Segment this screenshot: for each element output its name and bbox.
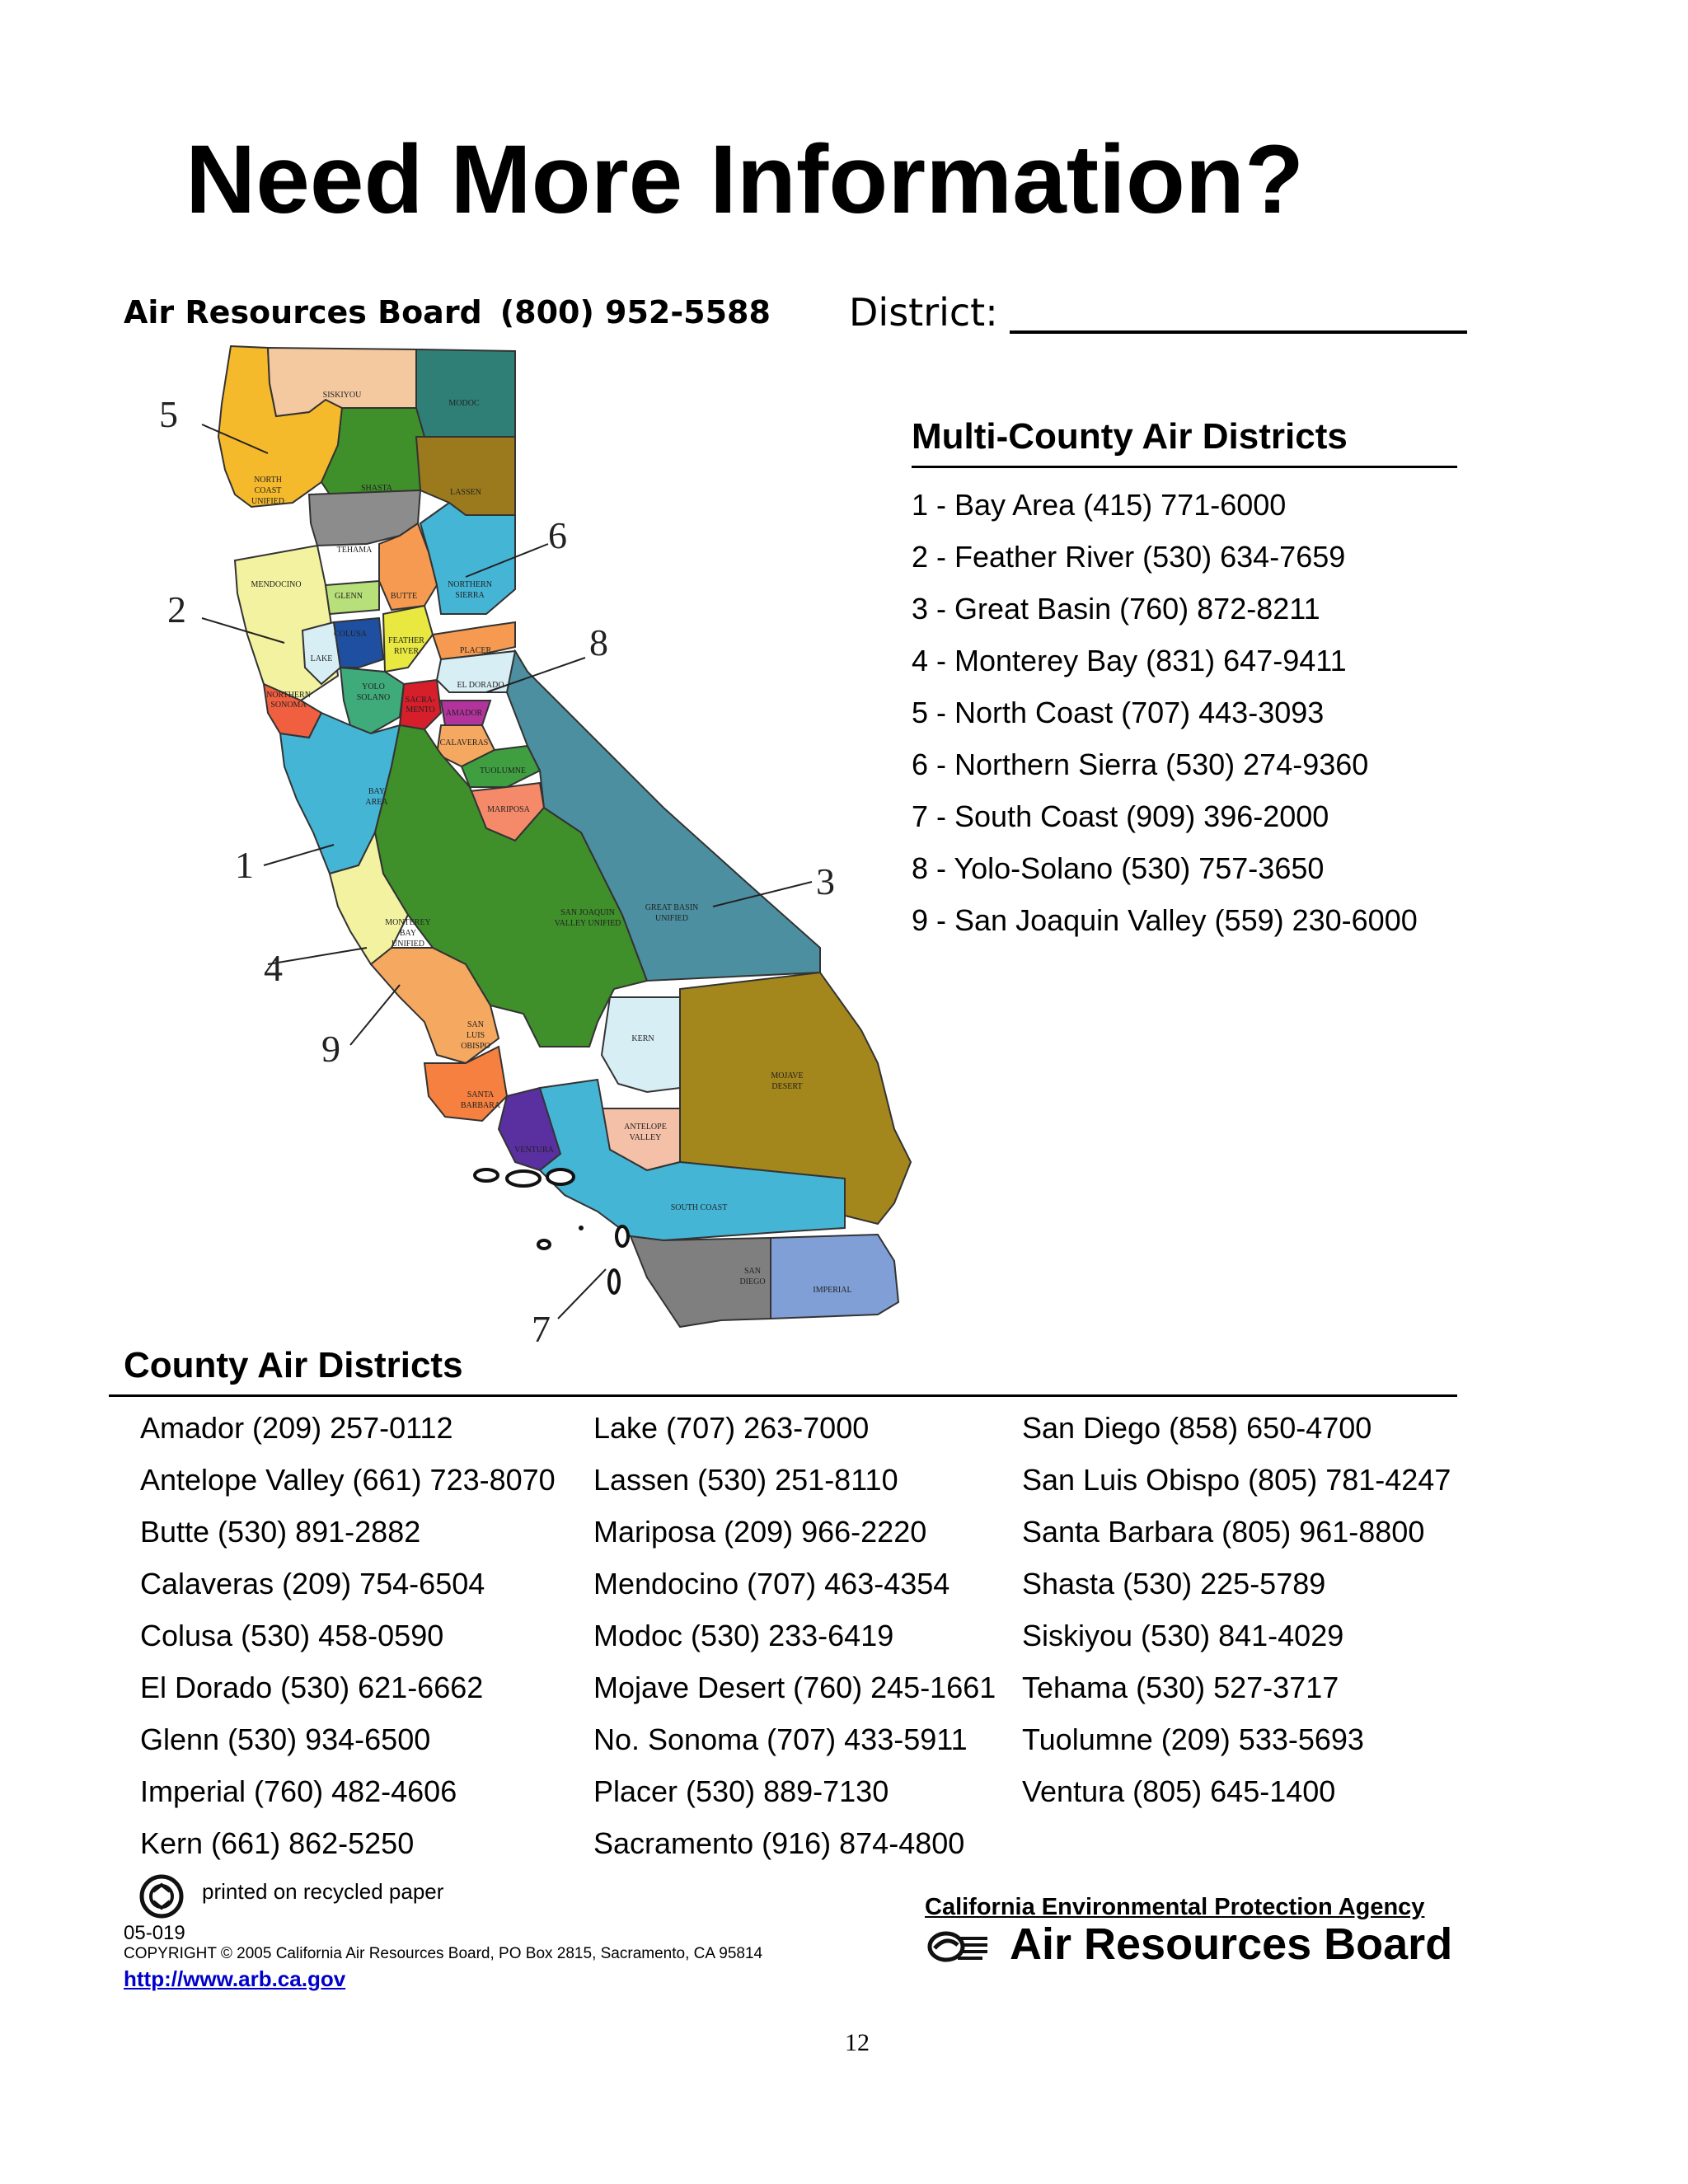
arb-logo-icon [925, 1929, 991, 1965]
county-column-2 [593, 1409, 996, 1877]
label-tehama: TEHAMA [336, 546, 373, 555]
multi-county-item: 7 - South Coast (909) 396-2000 [912, 799, 1329, 833]
island-3 [547, 1169, 574, 1184]
label-monterey-2: BAY [399, 929, 417, 938]
multi-county-item: 6 - Northern Sierra (530) 274-9360 [912, 748, 1369, 781]
label-feather-river-2: RIVER [394, 647, 419, 656]
county-item: Modoc (530) 233-6419 [593, 1619, 894, 1652]
map-number-1: 1 [235, 844, 254, 886]
county-item: San Luis Obispo (805) 781-4247 [1022, 1463, 1451, 1497]
label-mojave-1: MOJAVE [771, 1071, 804, 1080]
label-antelope-1: ANTELOPE [624, 1122, 667, 1132]
label-great-basin-1: GREAT BASIN [645, 903, 699, 912]
label-shasta: SHASTA [360, 484, 393, 493]
label-san-diego-2: DIEGO [739, 1277, 766, 1286]
county-item: Lake (707) 263-7000 [593, 1411, 870, 1445]
label-no-sonoma-1: NORTHERN [266, 691, 311, 700]
island-4 [538, 1240, 550, 1249]
label-colusa: COLUSA [333, 630, 368, 639]
website-link[interactable]: http://www.arb.ca.gov [124, 1966, 346, 1991]
county-column-3 [1022, 1409, 1451, 1825]
label-kern: KERN [631, 1034, 654, 1043]
label-bay-area-2: AREA [365, 798, 388, 807]
label-siskiyou: SISKIYOU [322, 391, 362, 400]
county-item: Santa Barbara (805) 961-8800 [1022, 1515, 1425, 1549]
region-siskiyou [268, 348, 416, 416]
region-colusa [334, 618, 383, 668]
label-sacramento-1: SACRA- [405, 696, 436, 705]
label-butte: BUTTE [390, 592, 418, 601]
copyright-notice: COPYRIGHT © 2005 California Air Resources Board, PO Box 2815, Sacramento, CA 95814 [124, 1945, 763, 1962]
county-item: Butte (530) 891-2882 [140, 1515, 421, 1549]
map-number-5: 5 [159, 393, 178, 435]
california-air-districts-map [152, 338, 960, 1352]
label-san-diego-1: SAN [743, 1267, 762, 1276]
map-number-9: 9 [321, 1028, 340, 1070]
label-lassen: LASSEN [450, 488, 481, 497]
county-item: Tehama (530) 527-3717 [1022, 1671, 1339, 1704]
county-item: Mojave Desert (760) 245-1661 [593, 1671, 996, 1704]
multi-county-item: 8 - Yolo-Solano (530) 757-3650 [912, 851, 1325, 885]
multi-county-heading: Multi-County Air Districts [912, 416, 1348, 457]
label-el-dorado: EL DORADO [457, 681, 504, 690]
label-bay-area-1: BAY [368, 787, 386, 796]
island-1 [475, 1169, 498, 1181]
county-item: Amador (209) 257-0112 [140, 1411, 453, 1445]
county-item: Calaveras (209) 754-6504 [140, 1567, 485, 1601]
label-antelope-2: VALLEY [629, 1133, 662, 1142]
board-name: Air Resources Board [1010, 1919, 1453, 1969]
region-imperial [771, 1235, 898, 1319]
island-7 [609, 1270, 619, 1293]
label-santa-barbara-1: SANTA [467, 1090, 495, 1099]
label-slo-1: SAN [467, 1020, 485, 1029]
label-mendocino: MENDOCINO [251, 580, 302, 589]
county-item: No. Sonoma (707) 433-5911 [593, 1722, 968, 1756]
map-number-3: 3 [816, 860, 835, 902]
multi-county-item: 5 - North Coast (707) 443-3093 [912, 696, 1325, 729]
region-sacramento [400, 680, 441, 729]
county-item: Imperial (760) 482-4606 [140, 1774, 457, 1808]
county-rule [109, 1394, 1457, 1397]
label-san-joaquin-2: VALLEY UNIFIED [554, 919, 621, 928]
label-northern-sierra-2: SIERRA [455, 591, 485, 600]
region-lassen [416, 437, 515, 515]
label-ventura: VENTURA [514, 1146, 554, 1155]
map-number-8: 8 [589, 621, 608, 663]
label-imperial: IMPERIAL [813, 1286, 852, 1295]
label-sacramento-2: MENTO [406, 705, 435, 715]
label-north-coast-2: COAST [254, 486, 282, 495]
multi-county-item: 4 - Monterey Bay (831) 647-9411 [912, 644, 1347, 677]
county-item: Shasta (530) 225-5789 [1022, 1567, 1326, 1601]
map-number-4: 4 [264, 947, 283, 989]
label-modoc: MODOC [448, 399, 480, 408]
island-2 [507, 1171, 540, 1186]
label-mariposa: MARIPOSA [487, 805, 530, 814]
label-monterey-1: MONTEREY [385, 918, 431, 927]
map-number-2: 2 [167, 588, 186, 630]
county-item: Kern (661) 862-5250 [140, 1826, 415, 1860]
label-north-coast-3: UNIFIED [251, 497, 284, 506]
label-yolo-solano-2: SOLANO [356, 693, 391, 702]
county-heading: County Air Districts [124, 1345, 463, 1385]
county-item: Lassen (530) 251-8110 [593, 1463, 898, 1497]
map-number-6: 6 [548, 514, 567, 556]
document-number: 05-019 [124, 1922, 185, 1944]
label-santa-barbara-2: BARBARA [460, 1101, 501, 1110]
label-lake: LAKE [310, 654, 333, 663]
arb-contact-phone: (800) 952-5588 [499, 294, 771, 330]
label-slo-2: LUIS [466, 1031, 485, 1040]
label-south-coast: SOUTH COAST [670, 1203, 728, 1212]
county-item: Tuolumne (209) 533-5693 [1022, 1722, 1364, 1756]
multi-county-list [912, 486, 1418, 954]
county-item: Placer (530) 889-7130 [593, 1774, 889, 1808]
label-yolo-solano-1: YOLO [362, 682, 385, 691]
county-item: Antelope Valley (661) 723-8070 [140, 1463, 556, 1497]
label-feather-river-1: FEATHER [388, 636, 424, 645]
label-north-coast-1: NORTH [254, 476, 282, 485]
arb-contact [124, 294, 771, 330]
region-modoc [416, 349, 515, 437]
county-item: Sacramento (916) 874-4800 [593, 1826, 965, 1860]
multi-county-item: 9 - San Joaquin Valley (559) 230-6000 [912, 903, 1418, 937]
label-placer: PLACER [459, 646, 492, 655]
county-item: Mariposa (209) 966-2220 [593, 1515, 927, 1549]
county-item: Glenn (530) 934-6500 [140, 1722, 431, 1756]
county-column-1 [140, 1409, 556, 1877]
page-title: Need More Information? [185, 125, 1305, 234]
label-san-joaquin-1: SAN JOAQUIN [560, 908, 615, 917]
label-amador: AMADOR [445, 709, 483, 718]
county-item: Colusa (530) 458-0590 [140, 1619, 444, 1652]
recycle-icon [138, 1873, 185, 1919]
map-number-7: 7 [532, 1308, 551, 1350]
recycled-paper-note: printed on recycled paper [202, 1879, 444, 1904]
multi-county-item: 1 - Bay Area (415) 771-6000 [912, 488, 1287, 522]
multi-county-rule [912, 466, 1457, 468]
arb-contact-name: Air Resources Board [124, 294, 482, 330]
county-item: San Diego (858) 650-4700 [1022, 1411, 1372, 1445]
county-item: Mendocino (707) 463-4354 [593, 1567, 950, 1601]
district-blank-line [1010, 330, 1467, 334]
multi-county-item: 2 - Feather River (530) 634-7659 [912, 540, 1346, 574]
label-calaveras: CALAVERAS [439, 738, 489, 748]
island-6 [617, 1226, 628, 1246]
county-item: Siskiyou (530) 841-4029 [1022, 1619, 1344, 1652]
label-mojave-2: DESERT [771, 1082, 803, 1091]
agency-name: California Environmental Protection Agency [925, 1894, 1425, 1920]
label-great-basin-2: UNIFIED [655, 914, 688, 923]
label-no-sonoma-2: SONOMA [270, 701, 307, 710]
page-number: 12 [845, 2029, 870, 2056]
county-item: El Dorado (530) 621-6662 [140, 1671, 484, 1704]
island-5 [579, 1226, 584, 1230]
label-northern-sierra-1: NORTHERN [448, 580, 492, 589]
district-field [849, 290, 1467, 335]
region-kern [602, 997, 680, 1092]
multi-county-item: 3 - Great Basin (760) 872-8211 [912, 592, 1320, 626]
district-label: District: [849, 290, 998, 335]
label-glenn: GLENN [335, 592, 363, 601]
label-tuolumne: TUOLUMNE [479, 766, 527, 776]
county-item: Ventura (805) 645-1400 [1022, 1774, 1336, 1808]
label-slo-3: OBISPO [461, 1042, 490, 1051]
label-monterey-3: UNIFIED [392, 940, 424, 949]
